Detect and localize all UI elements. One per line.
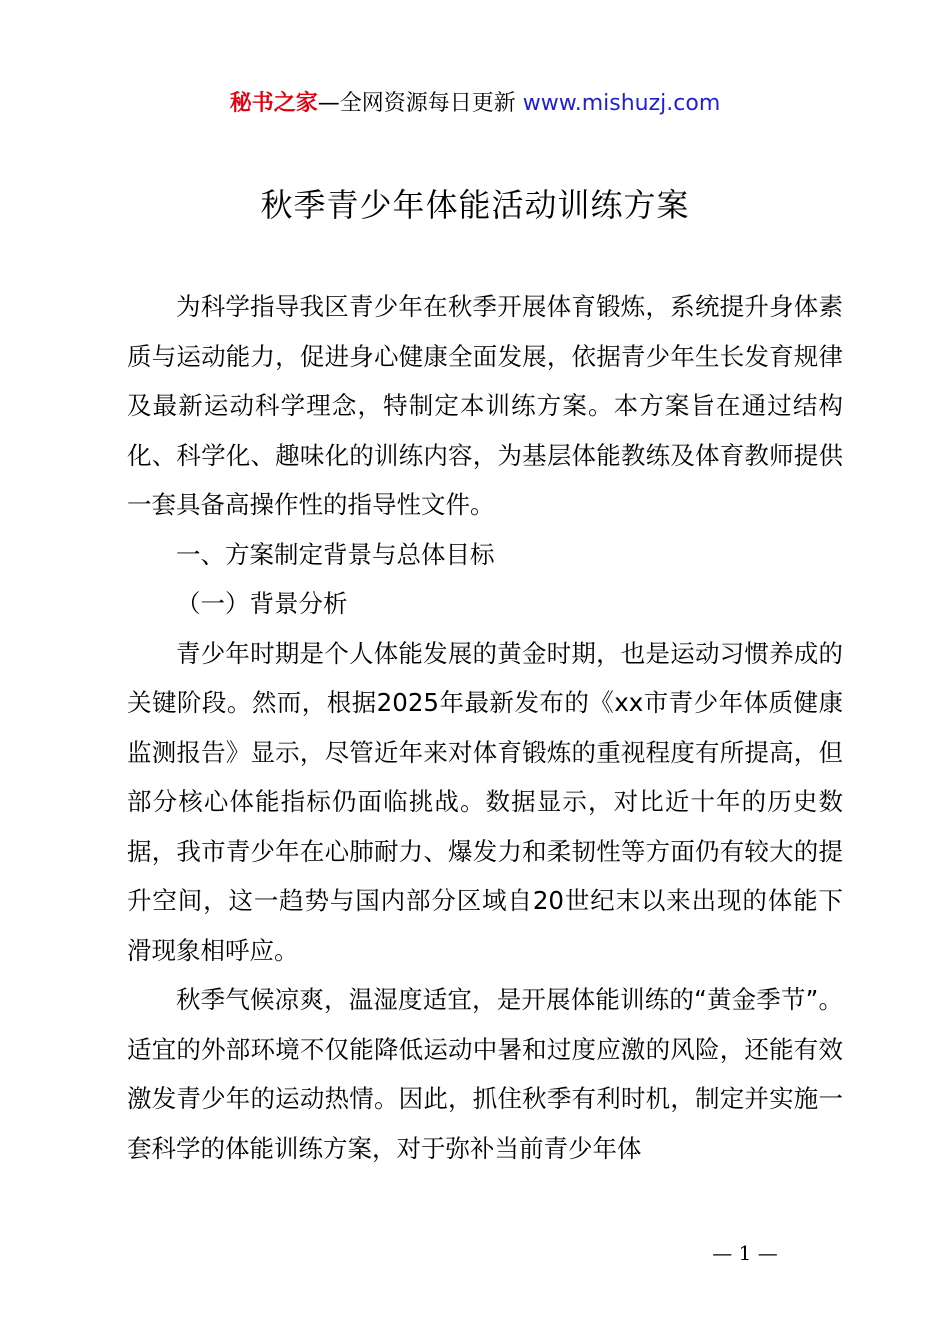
section-heading: 一、方案制定背景与总体目标 — [176, 539, 495, 569]
background-paragraph: 青少年时期是个人体能发展的黄金时期，也是运动习惯养成的关键阶段。然而，根据2025年最新发布的《xx市青少年体质健康监测报告》显示，尽管近年来对体育锻炼的重视程度有所提高，但部分核心体能指标仍面临挑战。数据显示，对比近十年的历史数据，我市青少年在心肺耐力、爆发力和柔韧性等方面仍有较大的提升空间，这一趋势与国内部分区域自20世纪末以来出现的体能下滑现象相呼应。 — [127, 638, 843, 965]
document-body — [127, 282, 843, 1173]
autumn-paragraph: 秋季气候凉爽，温湿度适宜，是开展体能训练的“黄金季节”。适宜的外部环境不仅能降低运动中暑和过度应激的风险，还能有效激发青少年的运动热情。因此，抓住秋季有利时机，制定并实施一套科学的体能训练方案，对于弥补当前青少年体 — [127, 985, 843, 1163]
site-brand: 秘书之家 — [229, 91, 318, 116]
document-title: 秋季青少年体能活动训练方案 — [260, 186, 690, 224]
intro-paragraph: 为科学指导我区青少年在秋季开展体育锻炼，系统提升身体素质与运动能力，促进身心健康全面发展，依据青少年生长发育规律及最新运动科学理念，特制定本训练方案。本方案旨在通过结构化、科学化、趣味化的训练内容，为基层体能教练及体育教师提供一套具备高操作性的指导性文件。 — [127, 292, 843, 519]
site-tagline: —全网资源每日更新 — [317, 91, 516, 116]
site-header — [0, 88, 950, 120]
site-url-link[interactable]: www.mishuzj.com — [522, 91, 721, 116]
subsection-heading: （一）背景分析 — [176, 589, 348, 618]
page-number: — 1 — — [712, 1241, 778, 1265]
